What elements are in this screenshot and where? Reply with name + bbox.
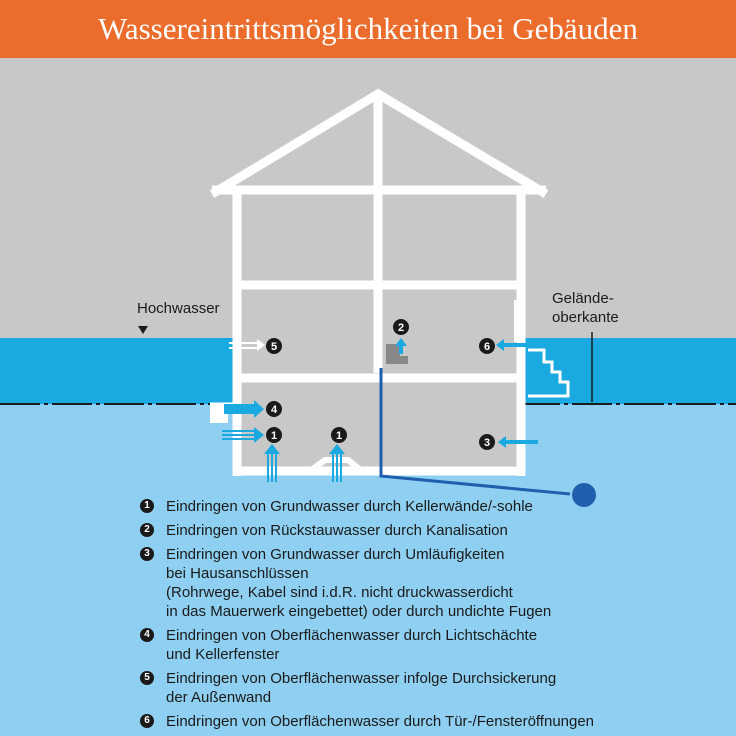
svg-text:4: 4 bbox=[270, 404, 278, 416]
marker-1b bbox=[331, 427, 347, 443]
door-post bbox=[514, 300, 521, 342]
svg-text:6: 6 bbox=[483, 341, 491, 353]
legend-text: (Rohrwege, Kabel sind i.d.R. nicht druckwasserdicht bbox=[166, 584, 513, 601]
legend-number: 1 bbox=[140, 499, 154, 513]
marker-6 bbox=[479, 338, 495, 354]
flood-label: Hochwasser bbox=[137, 300, 220, 317]
marker-1a bbox=[266, 427, 282, 443]
legend-number: 5 bbox=[140, 671, 154, 685]
legend-item-6 bbox=[140, 712, 730, 731]
svg-text:2: 2 bbox=[397, 322, 405, 334]
marker-2 bbox=[393, 319, 409, 335]
legend-text: Eindringen von Grundwasser durch Kellerwände/-sohle bbox=[166, 498, 533, 515]
legend bbox=[140, 497, 730, 736]
legend-text: Eindringen von Grundwasser durch Umläufigkeiten bbox=[166, 546, 505, 563]
legend-text: der Außenwand bbox=[166, 689, 272, 706]
legend-text: bei Hausanschlüssen bbox=[166, 565, 309, 582]
legend-item-5 bbox=[140, 669, 730, 707]
legend-text: Eindringen von Rückstauwasser durch Kanalisation bbox=[166, 522, 508, 539]
legend-number: 6 bbox=[140, 714, 154, 728]
legend-number: 2 bbox=[140, 523, 154, 537]
legend-text: Eindringen von Oberflächenwasser durch Lichtschächte bbox=[166, 627, 538, 644]
ground-label-line2: oberkante bbox=[552, 309, 619, 326]
svg-text:3: 3 bbox=[483, 437, 491, 449]
ground-label-line1: Gelände- bbox=[552, 290, 614, 307]
legend-item-1 bbox=[140, 497, 730, 516]
legend-item-3 bbox=[140, 545, 730, 621]
flood-level-marker bbox=[138, 326, 148, 334]
svg-text:1: 1 bbox=[270, 430, 278, 442]
legend-text: und Kellerfenster bbox=[166, 646, 280, 663]
legend-item-2 bbox=[140, 521, 730, 540]
legend-item-4 bbox=[140, 626, 730, 664]
svg-text:5: 5 bbox=[270, 341, 278, 353]
legend-number: 3 bbox=[140, 547, 154, 561]
marker-4 bbox=[266, 401, 282, 417]
marker-5 bbox=[266, 338, 282, 354]
legend-number: 4 bbox=[140, 628, 154, 642]
legend-text: Eindringen von Oberflächenwasser durch Tür-/Fensteröffnungen bbox=[166, 713, 595, 730]
legend-text: in das Mauerwerk eingebettet) oder durch undichte Fugen bbox=[166, 603, 552, 620]
page-title: Wassereintrittsmöglichkeiten bei Gebäuden bbox=[98, 11, 638, 46]
legend-text: Eindringen von Oberflächenwasser infolge Durchsickerung bbox=[166, 670, 557, 687]
svg-text:1: 1 bbox=[335, 430, 343, 442]
marker-3 bbox=[479, 434, 495, 450]
